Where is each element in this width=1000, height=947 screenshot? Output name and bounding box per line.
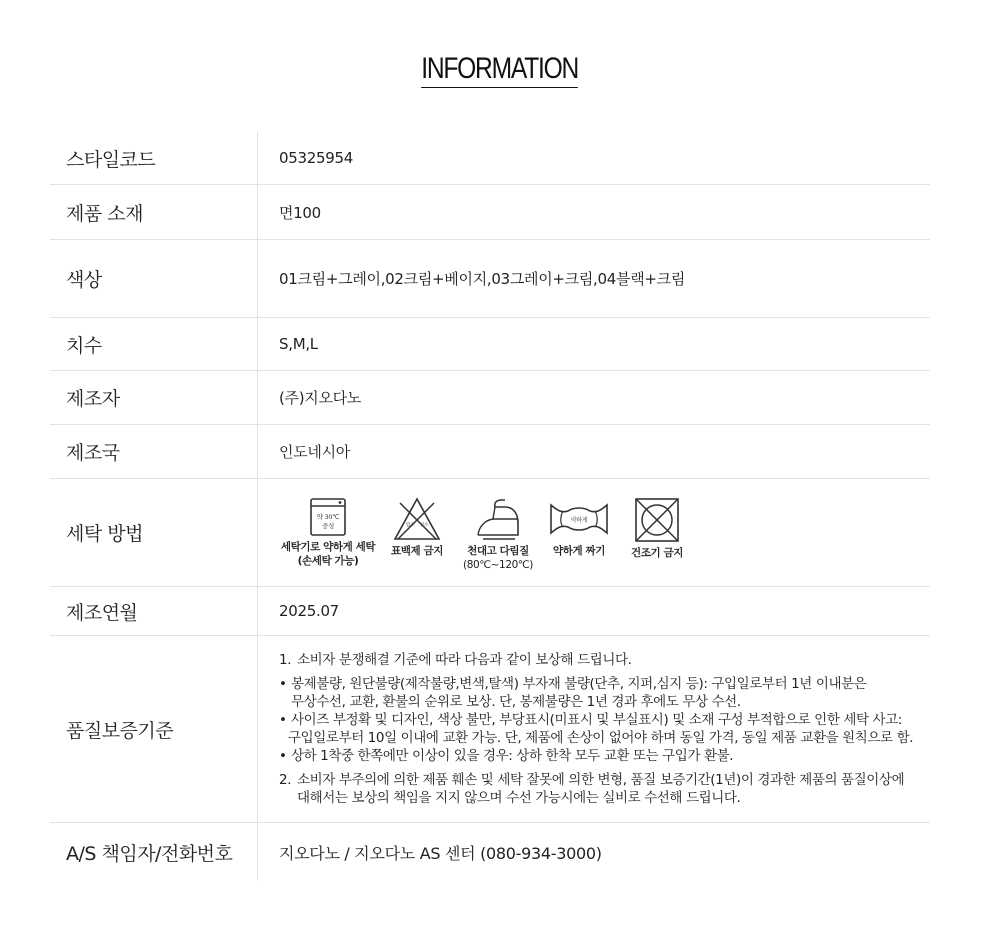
value-maker: (주)지오다노 <box>279 389 362 407</box>
page-title-wrap <box>0 52 1000 88</box>
value-color: 01크림+그레이,02크림+베이지,03그레이+크림,04블랙+크림 <box>279 270 686 288</box>
label-style-code: 스타일코드 <box>50 132 258 184</box>
label-washing: 세탁 방법 <box>50 479 258 586</box>
quality-b2a: 사이즈 부정확 및 디자인, 색상 불만, 부당표시(미표시 및 부실표시) 및 소재 구성 부적합으로 인한 세탁 사고: <box>291 712 902 728</box>
quality-num-1: 1. <box>279 652 292 668</box>
care-wring <box>542 497 616 558</box>
page-title: INFORMATION <box>422 52 579 88</box>
value-material: 면100 <box>279 203 321 222</box>
quality-b1a: 봉제불량, 원단불량(제작불량,변색,탈색) 부자재 불량(단추, 지퍼,심지 등): 구입일로부터 1년 이내분은 <box>291 676 867 692</box>
value-date: 2025.07 <box>279 602 339 620</box>
care-dry <box>622 497 692 560</box>
quality-item-2 <box>279 771 913 807</box>
row-as <box>50 823 930 881</box>
quality-bullet-3 <box>279 747 913 765</box>
care-wash-caption-2: (손세탁 가능) <box>297 555 359 567</box>
quality-b3: 상하 1착중 한쪽에만 이상이 있을 경우: 상하 한착 모두 교환 또는 구입가 환불. <box>291 748 734 764</box>
care-iron-caption <box>463 544 533 572</box>
no-bleach-icon <box>392 497 442 541</box>
row-size <box>50 318 930 371</box>
row-color <box>50 240 930 318</box>
label-size: 치수 <box>50 318 258 370</box>
care-wash-caption-1: 세탁기로 약하게 세탁 <box>280 541 376 553</box>
value-style-code: 05325954 <box>279 149 353 167</box>
care-iron <box>458 497 538 572</box>
care-bleach-caption-1: 표백제 금지 <box>391 545 443 557</box>
wring-inner-gentle: 약하게 <box>570 517 588 524</box>
quality-b2b: 구입일로부터 10일 이내에 교환 가능. 단, 제품에 손상이 없어야 하며 동일 가격, 동일 제품 교환을 원칙으로 함. <box>288 730 914 746</box>
label-color: 색상 <box>50 240 258 317</box>
row-washing <box>50 479 930 587</box>
care-wash <box>276 497 380 568</box>
bullet-3: • <box>279 748 287 764</box>
no-tumble-dry-icon <box>634 497 680 543</box>
care-wring-caption <box>553 544 605 558</box>
iron-icon <box>475 497 521 541</box>
label-maker: 제조자 <box>50 371 258 424</box>
row-material <box>50 185 930 240</box>
wring-icon <box>548 497 610 541</box>
care-dry-caption-1: 건조기 금지 <box>631 547 683 559</box>
quality-b1b: 무상수선, 교환, 환불의 순위로 보상. 단, 봉제불량은 1년 경과 후에도 무상 수선. <box>291 694 741 710</box>
bleach-inner-oxygen: 산소 <box>419 523 429 528</box>
care-iron-caption-1: 천대고 다림질 <box>467 545 529 557</box>
quality-p1: 소비자 분쟁해결 기준에 따라 다음과 같이 보상해 드립니다. <box>297 652 632 668</box>
bullet-2: • <box>279 712 287 728</box>
info-table <box>50 132 930 881</box>
value-washing <box>258 479 930 586</box>
row-quality <box>50 636 930 823</box>
row-date <box>50 587 930 636</box>
label-country: 제조국 <box>50 425 258 478</box>
wash-inner-neutral: 중성 <box>322 522 334 530</box>
label-quality: 품질보증기준 <box>50 636 258 822</box>
care-bleach <box>382 497 452 558</box>
quality-bullet-2 <box>279 711 913 747</box>
quality-p2a: 소비자 부주의에 의한 제품 훼손 및 세탁 잘못에 의한 변형, 품질 보증기간(1년)이 경과한 제품의 품질이상에 <box>297 772 905 788</box>
value-country: 인도네시아 <box>279 443 350 461</box>
bleach-inner-chlorine: 염소 <box>405 523 415 528</box>
care-wring-caption-1: 약하게 짜기 <box>553 545 605 557</box>
label-material: 제품 소재 <box>50 185 258 239</box>
care-bleach-caption <box>391 544 443 558</box>
care-symbols <box>276 493 692 572</box>
quality-item-1 <box>279 651 913 669</box>
row-country <box>50 425 930 479</box>
machine-wash-icon <box>309 497 347 537</box>
quality-text <box>279 651 913 807</box>
quality-bullet-1 <box>279 675 913 711</box>
label-as: A/S 책임자/전화번호 <box>50 823 258 881</box>
bullet-1: • <box>279 676 287 692</box>
care-dry-caption <box>631 546 683 560</box>
quality-p2b: 대해서는 보상의 책임을 지지 않으며 수선 가능시에는 실비로 수선해 드립니다. <box>297 790 741 806</box>
wash-inner-temp: 약 30℃ <box>316 513 340 521</box>
value-size: S,M,L <box>279 335 318 353</box>
quality-num-2: 2. <box>279 772 292 788</box>
care-wash-caption <box>281 540 375 568</box>
row-maker <box>50 371 930 425</box>
value-as: 지오다노 / 지오다노 AS 센터 (080-934-3000) <box>279 843 602 863</box>
row-style-code <box>50 132 930 185</box>
care-iron-caption-2: (80℃~120℃) <box>463 559 533 571</box>
value-quality <box>258 636 930 822</box>
label-date: 제조연월 <box>50 587 258 635</box>
